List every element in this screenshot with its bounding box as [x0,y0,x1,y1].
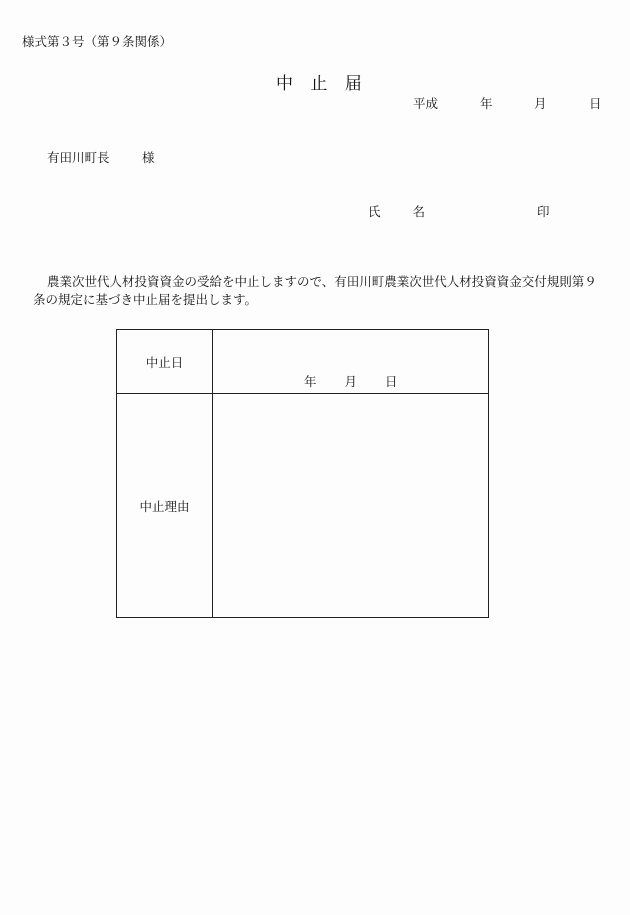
stop-date-day-label: 日 [385,374,398,389]
stop-reason-field[interactable] [213,394,489,618]
document-title: 中 止 届 [276,74,368,94]
stop-details-table [116,329,489,618]
date-month-label: 月 [534,96,547,111]
stop-reason-label: 中止理由 [117,394,213,618]
stop-date-label: 中止日 [117,330,213,394]
date-era: 平成 [413,96,439,111]
seal-label: 印 [537,204,550,219]
applicant-name-label: 氏 名 [368,204,439,219]
stop-date-year-label: 年 [304,374,317,389]
stop-date-field[interactable] [213,330,489,394]
date-year-label: 年 [480,96,493,111]
form-number: 様式第３号（第９条関係） [22,34,173,49]
stop-reason-row [117,394,489,618]
addressee-name: 有田川町長 [47,150,110,165]
date-day-label: 日 [589,96,602,111]
addressee-honorific: 様 [142,150,155,165]
stop-date-row [117,330,489,394]
body-paragraph: 農業次世代人材投資資金の受給を中止しますので、有田川町農業次世代人材投資資金交付規則第９条の規定に基づき中止届を提出します。 [33,273,597,307]
stop-date-month-label: 月 [344,374,358,389]
